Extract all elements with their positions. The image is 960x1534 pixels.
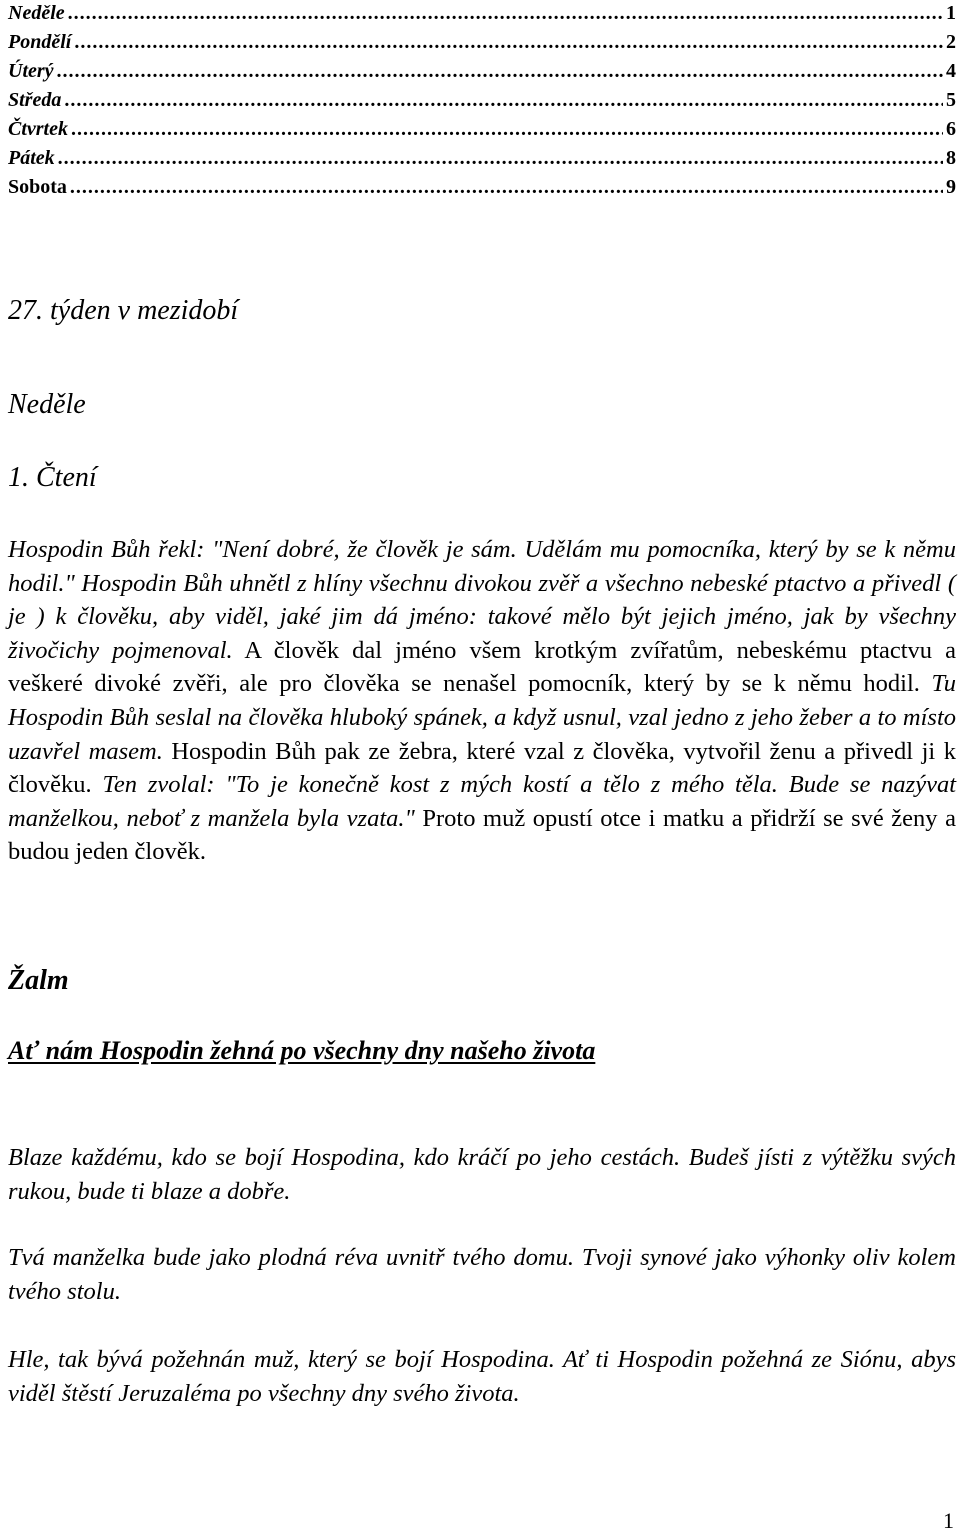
toc-entry-streda[interactable] <box>8 89 956 118</box>
reading-part-1: Hospodin Bůh řekl: "Není dobré, že člověk je sám. Udělám mu pomocníka, který by se k němu hodil." Hospodin Bůh uhnětl z hlíny všechnu divokou zvěř a všechno nebeské ptactvo a přivedl ( je ) k člověku, aby viděl, jaké jim dá jméno: takové mělo být jejich jméno, jak by všechny živočichy pojmenoval. <box>8 536 956 664</box>
toc-page-number: 5 <box>946 89 956 111</box>
psalm-title: Žalm <box>8 965 69 996</box>
psalm-verse-2: Tvá manželka bude jako plodná réva uvnitř tvého domu. Tvoji synové jako výhonky oliv kolem tvého stolu. <box>8 1244 956 1305</box>
toc-label: Neděle <box>8 2 65 24</box>
toc-entry-ctvrtek[interactable] <box>8 118 956 147</box>
reading-text <box>8 533 956 869</box>
reading-title: 1. Čtení <box>8 462 97 493</box>
toc-entry-sobota[interactable] <box>8 176 956 205</box>
toc-entry-utery[interactable] <box>8 60 956 89</box>
toc-label: Středa <box>8 89 62 111</box>
day-heading: Neděle <box>8 389 86 420</box>
toc-label: Sobota <box>8 176 67 198</box>
psalm-verse-3: Hle, tak bývá požehnán muž, který se bojí Hospodina. Ať ti Hospodin požehná ze Siónu, abys viděl štěstí Jeruzaléma po všechny dny svého života. <box>8 1346 956 1407</box>
toc-leader-dots <box>64 89 943 112</box>
toc-page-number: 8 <box>946 147 956 169</box>
reading-part-6: Proto muž opustí otce i matku a přidrží se své ženy a budou jeden člověk. <box>8 804 956 866</box>
toc-leader-dots <box>74 31 943 54</box>
toc-entry-patek[interactable] <box>8 147 956 176</box>
toc-leader-dots <box>71 118 943 141</box>
page-number: 1 <box>943 1508 954 1533</box>
toc-entry-nedele[interactable] <box>8 2 956 31</box>
toc-page-number: 1 <box>946 2 956 24</box>
toc-label: Čtvrtek <box>8 118 68 140</box>
psalm-refrain: Ať nám Hospodin žehná po všechny dny našeho života <box>8 1036 596 1065</box>
reading-part-3: Tu Hospodin Bůh seslal na člověka hluboký spánek, a když usnul, vzal jedno z jeho žeber a to místo uzavřel masem. <box>8 670 957 765</box>
toc-leader-dots <box>70 176 943 199</box>
toc-leader-dots <box>58 147 943 170</box>
toc-page-number: 2 <box>946 31 956 53</box>
table-of-contents <box>8 2 956 205</box>
toc-label: Úterý <box>8 60 54 82</box>
toc-page-number: 4 <box>946 60 956 82</box>
toc-label: Pátek <box>8 147 55 169</box>
toc-label: Pondělí <box>8 31 72 53</box>
toc-leader-dots <box>57 60 943 83</box>
reading-part-5: Ten zvolal: "To je konečně kost z mých kostí a tělo z mého těla. Bude se nazývat manželkou, neboť z manžela byla vzata." <box>8 771 956 832</box>
psalm-verse-1: Blaze každému, kdo se bojí Hospodina, kdo kráčí po jeho cestách. Budeš jísti z výtěžku svých rukou, bude ti blaze a dobře. <box>8 1144 956 1205</box>
toc-leader-dots <box>68 2 943 25</box>
week-heading: 27. týden v mezidobí <box>8 295 239 326</box>
toc-page-number: 9 <box>946 176 956 198</box>
toc-page-number: 6 <box>946 118 956 140</box>
reading-part-2: A člověk dal jméno všem krotkým zvířatům, nebeskému ptactvu a veškeré divoké zvěři, ale pro člověka se nenašel pomocník, který by se k němu hodil. <box>8 636 957 698</box>
reading-part-4: Hospodin Bůh pak ze žebra, které vzal z člověka, vytvořil ženu a přivedl ji k člověku. <box>8 737 956 799</box>
toc-entry-pondeli[interactable] <box>8 31 956 60</box>
